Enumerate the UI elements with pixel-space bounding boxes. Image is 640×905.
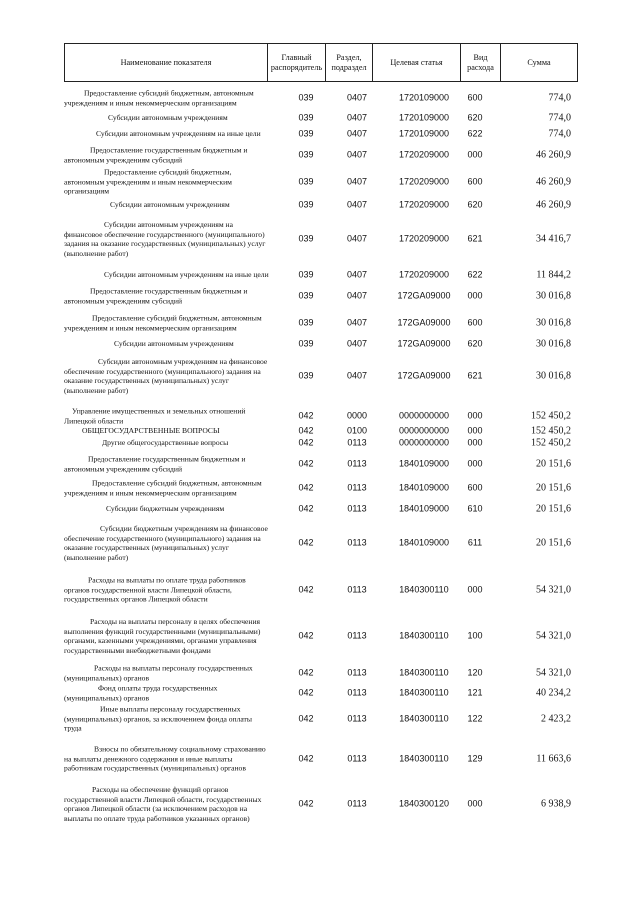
row-type: 620 — [467, 338, 483, 349]
row-section: 0000 — [346, 410, 368, 421]
row-section: 0407 — [346, 317, 368, 328]
row-sum: 774,0 — [548, 128, 571, 140]
row-type: 000 — [467, 458, 483, 469]
row-type: 000 — [467, 437, 483, 448]
row-article: 1840300110 — [399, 713, 449, 724]
row-article: 0000000000 — [398, 410, 450, 421]
row-sum: 34 416,7 — [536, 233, 571, 245]
row-article: 1720209000 — [398, 269, 450, 280]
row-name: Субсидии автономным учреждениям на финансовое обеспечение государственного (муниципального) задания на оказание государственных (муниципальных) услуг (выполнение работ) — [64, 219, 266, 258]
row-article: 1720209000 — [398, 176, 450, 187]
row-sum: 46 260,9 — [536, 176, 571, 188]
row-article: 1720209000 — [398, 199, 450, 210]
row-admin: 039 — [298, 112, 314, 123]
row-admin: 042 — [298, 584, 314, 595]
row-article: 1840109000 — [398, 458, 450, 469]
row-article: 1840300110 — [399, 753, 449, 764]
header-name: Наименование показателя — [65, 44, 268, 81]
row-section: 0113 — [347, 437, 367, 448]
row-section: 0407 — [346, 92, 368, 103]
row-sum: 20 151,6 — [536, 503, 571, 515]
row-name: Предоставление государственным бюджетным и автономным учреждениям субсидий — [64, 454, 246, 473]
row-type: 622 — [467, 269, 483, 280]
row-sum: 152 450,2 — [531, 425, 571, 437]
row-article: 1840109000 — [398, 503, 450, 514]
row-admin: 042 — [298, 503, 314, 514]
row-article: 172GA09000 — [397, 317, 451, 328]
row-section: 0113 — [347, 630, 367, 641]
row-article: 1720109000 — [398, 92, 450, 103]
row-section: 0407 — [346, 149, 368, 160]
row-admin: 039 — [298, 233, 314, 244]
row-section: 0113 — [347, 753, 367, 764]
row-section: 0113 — [347, 458, 367, 469]
row-admin: 039 — [298, 370, 314, 381]
row-admin: 042 — [298, 482, 314, 493]
row-section: 0407 — [346, 290, 368, 301]
row-name: Субсидии бюджетным учреждениям на финансовое обеспечение государственного (муниципального) задания на оказание государственных (муниципальных) услуг (выполнение работ) — [64, 523, 268, 562]
row-article: 1840300120 — [398, 798, 450, 809]
row-admin: 042 — [298, 410, 314, 421]
row-admin: 042 — [298, 687, 314, 698]
row-type: 121 — [467, 687, 483, 698]
row-type: 122 — [467, 713, 483, 724]
row-type: 000 — [467, 584, 483, 595]
row-name: Предоставление субсидий бюджетным, автономным учреждениям и иным некоммерческим организациям — [64, 313, 262, 332]
row-article: 172GA09000 — [397, 338, 451, 349]
row-admin: 039 — [298, 290, 314, 301]
row-article: 1840109000 — [398, 482, 450, 493]
row-article: 1840109000 — [398, 537, 450, 548]
row-admin: 039 — [298, 269, 314, 280]
row-sum: 152 450,2 — [531, 410, 571, 422]
row-article: 1840300110 — [399, 584, 449, 595]
table-header — [64, 43, 578, 82]
row-type: 600 — [467, 482, 483, 493]
row-name: ОБЩЕГОСУДАРСТВЕННЫЕ ВОПРОСЫ — [82, 426, 220, 436]
row-type: 600 — [467, 176, 483, 187]
row-name: Предоставление государственным бюджетным и автономным учреждениям субсидий — [64, 145, 248, 164]
row-sum: 30 016,8 — [536, 290, 571, 302]
row-article: 172GA09000 — [397, 370, 451, 381]
row-sum: 774,0 — [548, 92, 571, 104]
row-name: Предоставление субсидий бюджетным, автономным учреждениям и иным некоммерческим организациям — [64, 88, 254, 107]
row-type: 000 — [467, 149, 483, 160]
row-sum: 774,0 — [548, 112, 571, 124]
row-sum: 152 450,2 — [531, 437, 571, 449]
row-admin: 042 — [298, 437, 314, 448]
row-admin: 039 — [298, 92, 314, 103]
row-type: 000 — [467, 410, 483, 421]
row-type: 100 — [467, 630, 483, 641]
row-admin: 039 — [298, 199, 314, 210]
row-article: 1720209000 — [398, 233, 450, 244]
row-type: 621 — [467, 370, 483, 381]
row-admin: 042 — [298, 537, 314, 548]
row-name: Субсидии автономным учреждениям — [114, 339, 234, 349]
row-type: 611 — [467, 537, 483, 548]
row-sum: 54 321,0 — [536, 584, 571, 596]
row-type: 129 — [467, 753, 483, 764]
row-name: Субсидии автономным учреждениям на иные цели — [104, 270, 269, 280]
row-name: Предоставление субсидий бюджетным, автономным учреждениям и иным некоммерческим организациям — [64, 167, 232, 196]
row-sum: 54 321,0 — [536, 667, 571, 679]
row-admin: 039 — [298, 338, 314, 349]
row-section: 0113 — [347, 503, 367, 514]
row-name: Фонд оплаты труда государственных (муниципальных) органов — [64, 683, 218, 702]
row-sum: 30 016,8 — [536, 338, 571, 350]
row-section: 0113 — [347, 687, 367, 698]
row-admin: 042 — [298, 425, 314, 436]
row-sum: 46 260,9 — [536, 199, 571, 211]
row-sum: 6 938,9 — [541, 798, 571, 810]
row-section: 0113 — [347, 713, 367, 724]
row-type: 600 — [467, 317, 483, 328]
row-type: 622 — [467, 128, 483, 139]
row-section: 0407 — [346, 128, 368, 139]
row-section: 0407 — [346, 176, 368, 187]
row-name: Субсидии автономным учреждениям на финансовое обеспечение государственного (муниципального) задания на оказание государственных (муниципальных) услуг (выполнение работ) — [64, 356, 268, 395]
row-admin: 042 — [298, 753, 314, 764]
header-sum: Сумма — [527, 57, 551, 67]
row-admin: 042 — [298, 798, 314, 809]
row-name: Взносы по обязательному социальному страхованию на выплаты денежного содержания и иные выплаты работникам государственных (муниципальных) органов — [64, 744, 266, 773]
row-admin: 039 — [298, 128, 314, 139]
row-sum: 30 016,8 — [536, 317, 571, 329]
row-type: 610 — [467, 503, 483, 514]
row-article: 172GA09000 — [397, 290, 451, 301]
row-sum: 20 151,6 — [536, 458, 571, 470]
row-name: Субсидии бюджетным учреждениям — [106, 504, 225, 514]
row-section: 0407 — [346, 112, 368, 123]
row-section: 0407 — [346, 233, 368, 244]
row-name: Расходы на выплаты по оплате труда работников органов государственной власти Липецкой области, государственных органов Липецкой области — [64, 575, 246, 604]
row-article: 1840300110 — [399, 687, 449, 698]
row-sum: 46 260,9 — [536, 149, 571, 161]
row-section: 0113 — [347, 482, 367, 493]
row-name: Управление имущественных и земельных отношений Липецкой области — [64, 406, 246, 425]
row-type: 621 — [467, 233, 483, 244]
row-type: 000 — [467, 290, 483, 301]
row-section: 0113 — [347, 584, 367, 595]
row-type: 600 — [467, 92, 483, 103]
row-admin: 042 — [298, 667, 314, 678]
row-article: 1720109000 — [398, 128, 450, 139]
row-section: 0113 — [347, 537, 367, 548]
row-type: 620 — [467, 199, 483, 210]
row-name: Субсидии автономным учреждениям — [108, 113, 228, 123]
row-type: 000 — [467, 798, 483, 809]
row-type: 120 — [467, 667, 483, 678]
row-admin: 039 — [298, 149, 314, 160]
header-article: Целевая статья — [373, 44, 461, 81]
row-article: 1720209000 — [398, 149, 450, 160]
row-name: Иные выплаты персоналу государственных (муниципальных) органов, за исключением фонда оплаты труда — [64, 704, 252, 733]
row-admin: 042 — [298, 630, 314, 641]
row-sum: 2 423,2 — [541, 713, 571, 725]
row-sum: 11 844,2 — [536, 269, 571, 281]
row-section: 0100 — [346, 425, 368, 436]
row-sum: 20 151,6 — [536, 482, 571, 494]
row-name: Предоставление субсидий бюджетным, автономным учреждениям и иным некоммерческим организациям — [64, 478, 262, 497]
header-type: Вид расхода — [461, 44, 501, 81]
row-name: Предоставление государственным бюджетным и автономным учреждениям субсидий — [64, 286, 248, 305]
row-sum: 11 663,6 — [536, 753, 571, 765]
header-admin: Главный распорядитель — [268, 44, 326, 81]
row-section: 0407 — [346, 269, 368, 280]
row-type: 000 — [467, 425, 483, 436]
row-admin: 042 — [298, 713, 314, 724]
row-article: 1840300110 — [399, 630, 449, 641]
row-name: Расходы на выплаты персоналу в целях обеспечения выполнения функций государственными (муниципальными) органами, казенными учреждениями, органами управления государственными внебюджетными фондами — [64, 616, 261, 655]
row-article: 0000000000 — [398, 437, 450, 448]
row-sum: 30 016,8 — [536, 370, 571, 382]
row-section: 0407 — [346, 370, 368, 381]
row-section: 0407 — [346, 199, 368, 210]
row-section: 0113 — [347, 667, 367, 678]
row-section: 0407 — [346, 338, 368, 349]
header-section: Раздел, подраздел — [326, 44, 373, 81]
row-admin: 042 — [298, 458, 314, 469]
row-admin: 039 — [298, 317, 314, 328]
row-name: Субсидии автономным учреждениям — [110, 200, 230, 210]
row-admin: 039 — [298, 176, 314, 187]
row-name: Другие общегосударственные вопросы — [102, 438, 229, 448]
row-article: 0000000000 — [398, 425, 450, 436]
row-name: Расходы на обеспечение функций органов государственной власти Липецкой области, государственных органов Липецкой области (за исключением расходов на выплаты по оплате труда работников указанных органов) — [64, 784, 262, 823]
row-section: 0113 — [347, 798, 367, 809]
row-sum: 54 321,0 — [536, 630, 571, 642]
row-sum: 20 151,6 — [536, 537, 571, 549]
row-sum: 40 234,2 — [536, 687, 571, 699]
row-name: Расходы на выплаты персоналу государственных (муниципальных) органов — [64, 663, 253, 682]
row-type: 620 — [467, 112, 483, 123]
row-name: Субсидии автономным учреждениям на иные цели — [96, 129, 261, 139]
row-article: 1840300110 — [399, 667, 449, 678]
row-article: 1720109000 — [398, 112, 450, 123]
